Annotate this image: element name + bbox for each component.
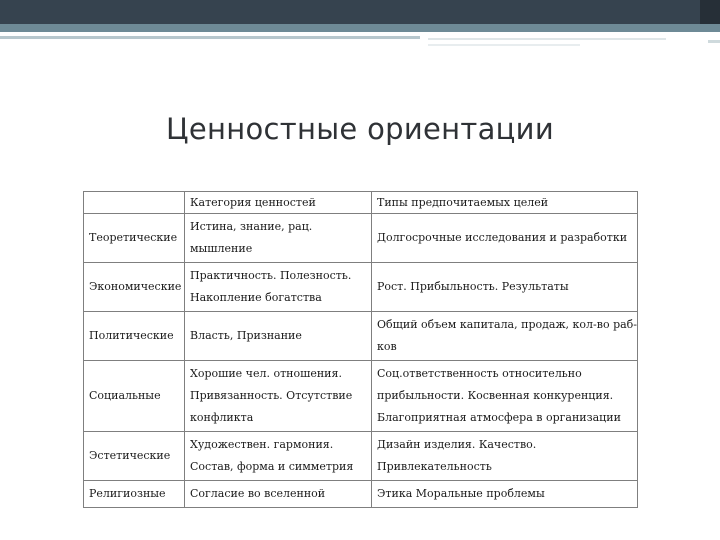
goal-line: Этика Моральные проблемы	[377, 487, 545, 500]
decorative-rule	[0, 36, 420, 39]
table-row	[84, 481, 638, 508]
slide-title: Ценностные ориентации	[166, 112, 554, 146]
goal-line: Общий объем капитала, продаж, кол-во раб-	[377, 318, 638, 331]
value-type-cell: Религиозные	[84, 481, 185, 508]
goal-line: Благоприятная атмосфера в организации	[377, 411, 621, 424]
table-row	[84, 214, 638, 263]
goal-line: ков	[377, 340, 397, 353]
value-category-cell	[185, 432, 372, 481]
category-line: Практичность. Полезность.	[190, 269, 352, 282]
category-line: мышление	[190, 242, 253, 255]
category-line: Привязанность. Отсутствие	[190, 389, 353, 402]
category-line: Хорошие чел. отношения.	[190, 367, 342, 380]
preferred-goals-cell	[372, 481, 638, 508]
category-line: Согласие во вселенной	[190, 487, 326, 500]
slide-top-bar-corner	[700, 0, 720, 24]
slide-accent-stripe	[0, 24, 720, 32]
value-type-cell: Социальные	[84, 361, 185, 432]
preferred-goals-cell	[372, 432, 638, 481]
value-category-cell	[185, 263, 372, 312]
preferred-goals-cell	[372, 361, 638, 432]
goal-line: прибыльности. Косвенная конкуренция.	[377, 389, 614, 402]
preferred-goals-cell	[372, 312, 638, 361]
goal-line: Рост. Прибыльность. Результаты	[377, 280, 569, 293]
value-type-cell: Политические	[84, 312, 185, 361]
category-line: Истина, знание, рац.	[190, 220, 313, 233]
category-line: Накопление богатства	[190, 291, 322, 304]
table-row	[84, 361, 638, 432]
value-category-cell	[185, 312, 372, 361]
decorative-rule	[428, 44, 580, 46]
decorative-rule	[428, 38, 666, 40]
category-line: конфликта	[190, 411, 254, 424]
goal-line: Долгосрочные исследования и разработки	[377, 231, 628, 244]
values-table	[83, 191, 638, 508]
table-row	[84, 432, 638, 481]
header-cell-goals: Типы предпочитаемых целей	[372, 192, 638, 214]
goal-line: Привлекательность	[377, 460, 492, 473]
goal-line: Соц.ответственность относительно	[377, 367, 582, 380]
category-line: Власть, Признание	[190, 329, 302, 342]
header-cell-category: Категория ценностей	[185, 192, 372, 214]
header-cell-empty	[84, 192, 185, 214]
table-row	[84, 312, 638, 361]
category-line: Художествен. гармония.	[190, 438, 334, 451]
table-header-row	[84, 192, 638, 214]
preferred-goals-cell	[372, 263, 638, 312]
table-row	[84, 263, 638, 312]
value-type-cell: Экономические	[84, 263, 185, 312]
goal-line: Дизайн изделия. Качество.	[377, 438, 537, 451]
value-category-cell	[185, 361, 372, 432]
decorative-rule	[708, 40, 720, 43]
slide-top-bar	[0, 0, 720, 24]
category-line: Состав, форма и симметрия	[190, 460, 354, 473]
value-category-cell	[185, 214, 372, 263]
value-type-cell: Эстетические	[84, 432, 185, 481]
value-category-cell	[185, 481, 372, 508]
preferred-goals-cell	[372, 214, 638, 263]
value-type-cell: Теоретические	[84, 214, 185, 263]
table-body	[84, 214, 638, 508]
